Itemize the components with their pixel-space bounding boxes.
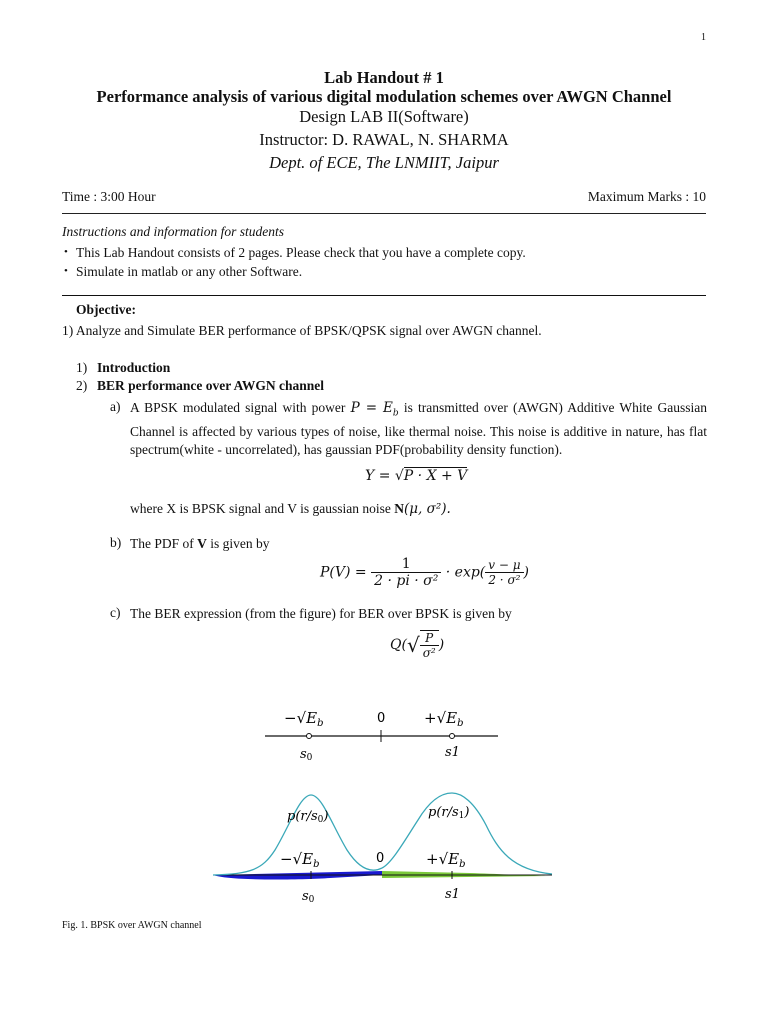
noise-symbol: N — [394, 501, 404, 516]
q-sqrt: √ — [406, 633, 420, 657]
item-label-c: c) — [110, 605, 121, 620]
p-r-s0-label: p(r/s0) — [287, 809, 329, 825]
q-den: σ² — [422, 646, 436, 660]
handout-subtitle: Performance analysis of various digital modulation schemes over AWGN Channel — [96, 87, 672, 106]
s0-label: s0 — [300, 747, 313, 763]
q-pre: Q( — [390, 637, 407, 653]
section-number: 1) — [76, 360, 88, 375]
instruction-item: • This Lab Handout consists of 2 pages. Please check that you have a complete copy. — [76, 245, 526, 261]
neg-eb-label-2: $-√E_b$ — [280, 850, 320, 870]
meta-row — [62, 189, 706, 205]
section-title-introduction: Introduction — [97, 360, 171, 375]
item-b-post: is given by — [206, 536, 270, 551]
q-num: P — [420, 631, 439, 646]
pdf-fraction-1 — [371, 556, 441, 589]
where-text: where X is BPSK signal and V is gaussian noise — [130, 501, 395, 516]
pdf-end: ) — [523, 564, 530, 581]
item-a-text-post: is transmitted over (AWGN) Additive White Gaussian Channel is affected by various types of noise, like thermal noise. This noise is additive in nature, has flat spectrum(white - uncorrelated), has gaussian PDF(probability density function). — [130, 400, 707, 457]
objective-item: 1) Analyze and Simulate BER performance of BPSK/QPSK signal over AWGN channel. — [62, 323, 542, 338]
q-fraction — [420, 630, 439, 660]
figure-caption: Fig. 1. BPSK over AWGN channel — [62, 920, 202, 931]
handout-title: Lab Handout # 1 — [324, 68, 444, 87]
pos-eb-label-2: $+√E_b$ — [426, 850, 466, 870]
item-a-text-pre: A BPSK modulated signal with power — [130, 400, 351, 415]
instructor-line: Instructor: D. RAWAL, N. SHARMA — [259, 130, 509, 149]
s0-label-2: s0 — [302, 889, 315, 905]
p-r-s1-label: p(r/s1) — [428, 805, 470, 821]
pdf-num: 1 — [371, 556, 441, 573]
pdf-fraction-2 — [485, 558, 523, 587]
noise-args: (μ, σ²). — [404, 501, 451, 517]
item-b-pre: The PDF of — [130, 536, 198, 551]
y-eq-lhs: Y = — [365, 468, 395, 484]
pdf-num2: v − μ — [485, 558, 523, 573]
q-end: ) — [438, 637, 445, 653]
department-line: Dept. of ECE, The LNMIIT, Jaipur — [269, 153, 499, 172]
pdf-mid: · exp( — [441, 564, 486, 581]
pdf-lhs: P(V) = — [320, 564, 372, 581]
pdf-den2: 2 · σ² — [488, 573, 521, 587]
y-equation — [365, 468, 467, 484]
pdf-den: 2 · pi · σ² — [374, 573, 439, 589]
power-equation — [350, 400, 399, 419]
power-eq-main: P = E — [350, 400, 393, 416]
neg-eb-label: $-√E_b$ — [284, 709, 324, 729]
power-eq-sub: b — [392, 408, 399, 419]
pos-eb-label: $+√E_b$ — [424, 709, 464, 729]
course-name: Design LAB II(Software) — [299, 107, 469, 126]
page-number: 1 — [701, 32, 706, 43]
item-b-text — [130, 535, 707, 553]
s1-point — [450, 734, 455, 739]
y-eq-rhs: P · X + V — [403, 468, 468, 484]
item-label-a: a) — [110, 399, 121, 414]
s1-label-2: s1 — [445, 887, 460, 902]
zero-label: 0 — [377, 711, 386, 726]
item-label-b: b) — [110, 535, 122, 550]
instructions-heading: Instructions and information for students — [62, 224, 285, 239]
s1-label: s1 — [445, 745, 460, 760]
item-a-text — [130, 399, 707, 458]
max-marks-label: Maximum Marks : 10 — [587, 189, 706, 204]
section-title-ber: BER performance over AWGN channel — [97, 378, 324, 393]
divider-objective — [62, 295, 706, 296]
item-a-where — [130, 500, 707, 519]
pdf-equation — [320, 556, 529, 589]
q-equation — [390, 630, 444, 660]
time-label: Time : 3:00 Hour — [62, 189, 156, 204]
section-number: 2) — [76, 378, 88, 393]
bpsk-figure — [0, 690, 768, 915]
zero-label-2: 0 — [376, 851, 385, 866]
divider-top — [62, 213, 706, 214]
objective-heading: Objective: — [76, 302, 136, 317]
s0-point — [307, 734, 312, 739]
instruction-item: • Simulate in matlab or any other Software. — [76, 264, 302, 280]
bold-v: V — [197, 536, 207, 551]
item-c-text: The BER expression (from the figure) for BER over BPSK is given by — [130, 606, 512, 621]
sqrt-symbol: √ — [394, 468, 404, 484]
